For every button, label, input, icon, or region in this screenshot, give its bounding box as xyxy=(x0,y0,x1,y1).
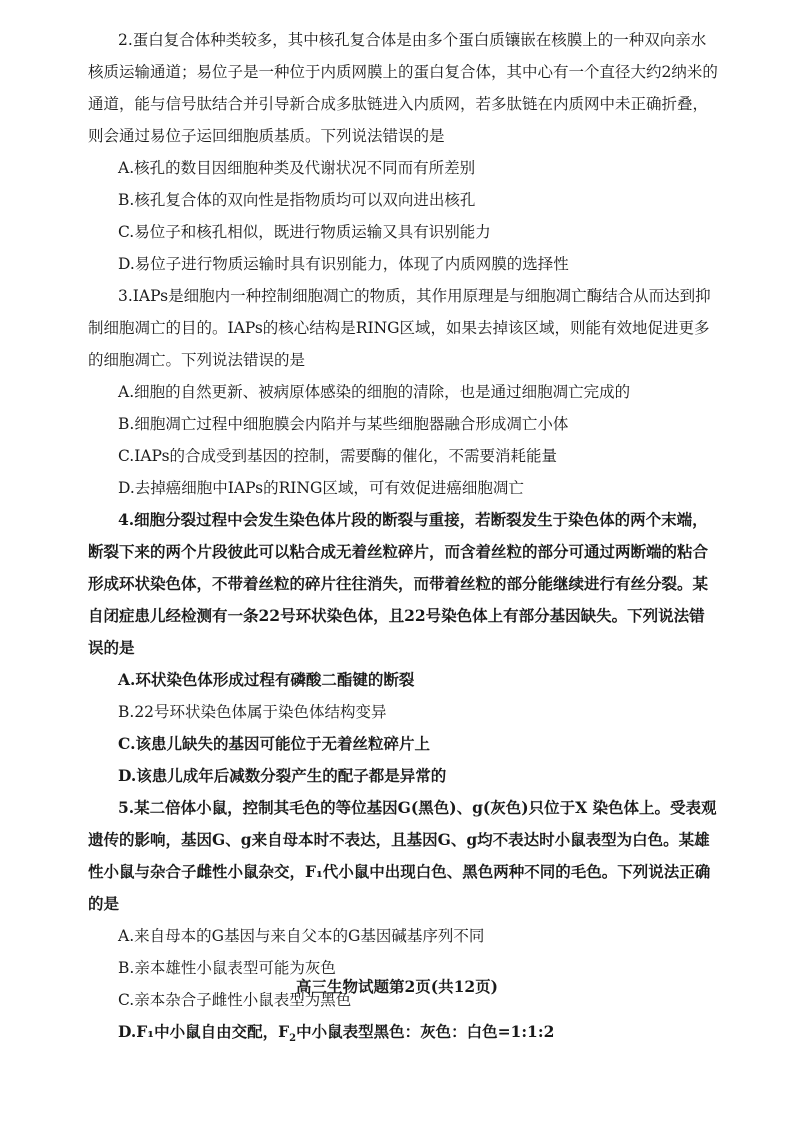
option-d: D.易位子进行物质运输时具有识别能力，体现了内质网膜的选择性 xyxy=(118,255,569,273)
option-b: B.亲本雄性小鼠表型可能为灰色 xyxy=(118,959,336,977)
option-b: B.细胞凋亡过程中细胞膜会内陷并与某些细胞器融合形成凋亡小体 xyxy=(118,415,569,433)
option-c: C.IAPs的合成受到基因的控制，需要酶的催化，不需要消耗能量 xyxy=(118,447,558,465)
question-list xyxy=(88,24,720,1055)
question-3 xyxy=(88,280,720,504)
question-stem: 5.某二倍体小鼠，控制其毛色的等位基因G(黑色)、g(灰色)只位于X 染色体上。受表观遗传的影响，基因G、g来自母本时不表达，且基因G、g均不表达时小鼠表型为白色。某雄性小鼠与杂合子雌性小鼠杂交，F₁代小鼠中出现白色、黑色两种不同的毛色。下列说法正确的是 xyxy=(88,798,717,913)
option-a: A.环状染色体形成过程有磷酸二酯键的断裂 xyxy=(118,670,415,689)
option-a: A.来自母本的G基因与来自父本的G基因碱基序列不同 xyxy=(118,927,485,945)
option-d: D.该患儿成年后减数分裂产生的配子都是异常的 xyxy=(118,766,447,785)
option-a: A.核孔的数目因细胞种类及代谢状况不同而有所差别 xyxy=(118,159,476,177)
question-stem: 4.细胞分裂过程中会发生染色体片段的断裂与重接，若断裂发生于染色体的两个末端，断裂下来的两个片段彼此可以粘合成无着丝粒碎片，而含着丝粒的部分可通过两断端的粘合形成环状染色体，不带着丝粒的碎片往往消失，而带着丝粒的部分能继续进行有丝分裂。某自闭症患儿经检测有一条22号环状染色体，且22号染色体上有部分基因缺失。下列说法错误的是 xyxy=(88,510,709,657)
question-stem: 2.蛋白复合体种类较多，其中核孔复合体是由多个蛋白质镶嵌在核膜上的一种双向亲水核质运输通道；易位子是一种位于内质网膜上的蛋白复合体，其中心有一个直径大约2纳米的通道，能与信号肽结合并引导新合成多肽链进入内质网，若多肽链在内质网中未正确折叠，则会通过易位子运回细胞质基质。下列说法错误的是 xyxy=(88,31,718,145)
question-2 xyxy=(88,24,720,280)
option-b: B.22号环状染色体属于染色体结构变异 xyxy=(118,703,387,721)
option-d-subscript: 2 xyxy=(289,1033,297,1045)
option-d-prefix: D.F₁中小鼠自由交配，F xyxy=(118,1022,290,1041)
page-footer: 高三生物试题第2页(共12页) xyxy=(295,977,499,996)
option-d: D.去掉癌细胞中IAPs的RING区域，可有效促进癌细胞凋亡 xyxy=(118,479,524,497)
option-c: C.亲本杂合子雌性小鼠表型为黑色 xyxy=(118,991,352,1009)
option-d-suffix: 中小鼠表型黑色：灰色：白色=1:1:2 xyxy=(296,1022,555,1041)
option-d xyxy=(88,1016,720,1055)
option-a: A.细胞的自然更新、被病原体感染的细胞的清除，也是通过细胞凋亡完成的 xyxy=(118,383,631,401)
option-c: C.该患儿缺失的基因可能位于无着丝粒碎片上 xyxy=(118,734,430,753)
question-stem: 3.IAPs是细胞内一种控制细胞凋亡的物质，其作用原理是与细胞凋亡酶结合从而达到抑制细胞凋亡的目的。IAPs的核心结构是RING区域，如果去掉该区域，则能有效地促进更多的细胞凋亡。下列说法错误的是 xyxy=(88,287,711,369)
question-5 xyxy=(88,792,720,1055)
option-c: C.易位子和核孔相似，既进行物质运输又具有识别能力 xyxy=(118,223,491,241)
question-4 xyxy=(88,504,720,792)
option-b: B.核孔复合体的双向性是指物质均可以双向进出核孔 xyxy=(118,191,476,209)
